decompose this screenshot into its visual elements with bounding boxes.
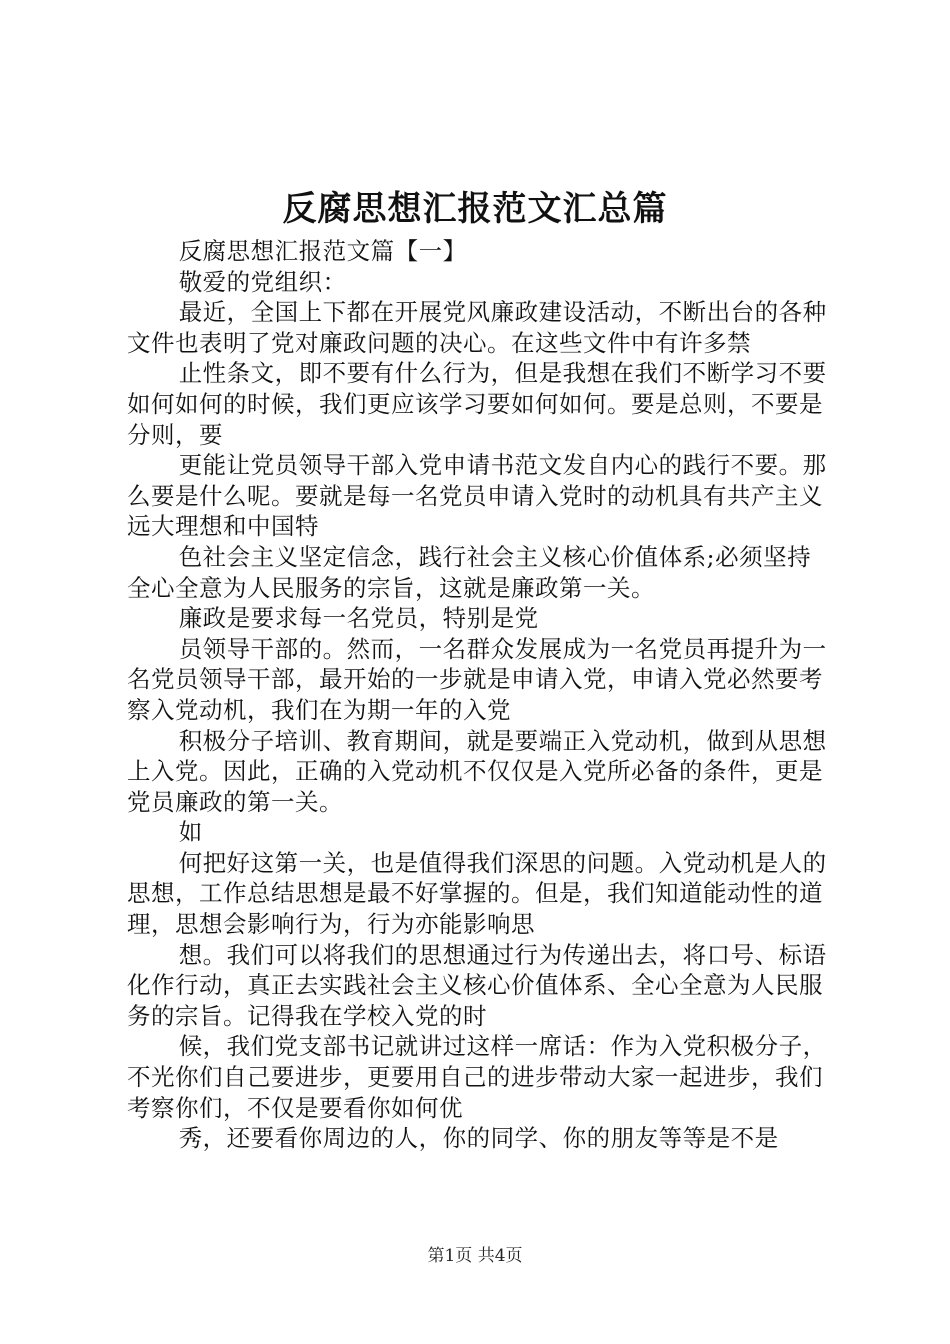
paragraph: 候，我们党支部书记就讲过这样一席话：作为入党积极分子，不光你们自己要进步，更要用自己的进步带动大家一起进步，我们考察你们，不仅是要看你如何优 <box>127 1032 827 1122</box>
page-footer: 第1页 共4页 <box>427 1246 523 1266</box>
document-body <box>127 236 833 1154</box>
paragraph: 更能让党员领导干部入党申请书范文发自内心的践行不要。那么要是什么呢。要就是每一名党员申请入党时的动机具有共产主义远大理想和中国特 <box>127 451 827 541</box>
paragraph: 色社会主义坚定信念，践行社会主义核心价值体系;必须坚持全心全意为人民服务的宗旨，这就是廉政第一关。 <box>127 542 812 602</box>
paragraph: 秀，还要看你周边的人，你的同学、你的朋友等等是不是 <box>178 1124 779 1153</box>
paragraph: 止性条文，即不要有什么行为，但是我想在我们不断学习不要如何如何的时候，我们更应该学习要如何如何。要是总则，不要是分则，要 <box>127 359 827 449</box>
paragraph: 最近，全国上下都在开展党风廉政建设活动，不断出台的各种文件也表明了党对廉政问题的决心。在这些文件中有许多禁 <box>127 298 827 357</box>
paragraph: 如 <box>178 818 203 847</box>
paragraph: 员领导干部的。然而，一名群众发展成为一名党员再提升为一名党员领导干部，最开始的一步就是申请入党，申请入党必然要考察入党动机，我们在为期一年的入党 <box>127 634 827 724</box>
paragraph: 反腐思想汇报范文篇【一】 <box>178 237 467 265</box>
paragraph: 想。我们可以将我们的思想通过行为传递出去，将口号、标语化作行动，真正去实践社会主义核心价值体系、全心全意为人民服务的宗旨。记得我在学校入党的时 <box>127 940 827 1030</box>
paragraph: 敬爱的党组织： <box>178 267 347 296</box>
paragraph: 廉政是要求每一名党员，特别是党 <box>178 604 539 633</box>
document-title: 反腐思想汇报范文汇总篇 <box>282 189 668 229</box>
paragraph: 何把好这第一关，也是值得我们深思的问题。入党动机是人的思想，工作总结思想是最不好掌握的。但是，我们知道能动性的道理，思想会影响行为，行为亦能影响思 <box>127 848 827 939</box>
paragraph: 积极分子培训、教育期间，就是要端正入党动机，做到从思想上入党。因此，正确的入党动机不仅仅是入党所必备的条件，更是党员廉政的第一关。 <box>127 726 827 816</box>
